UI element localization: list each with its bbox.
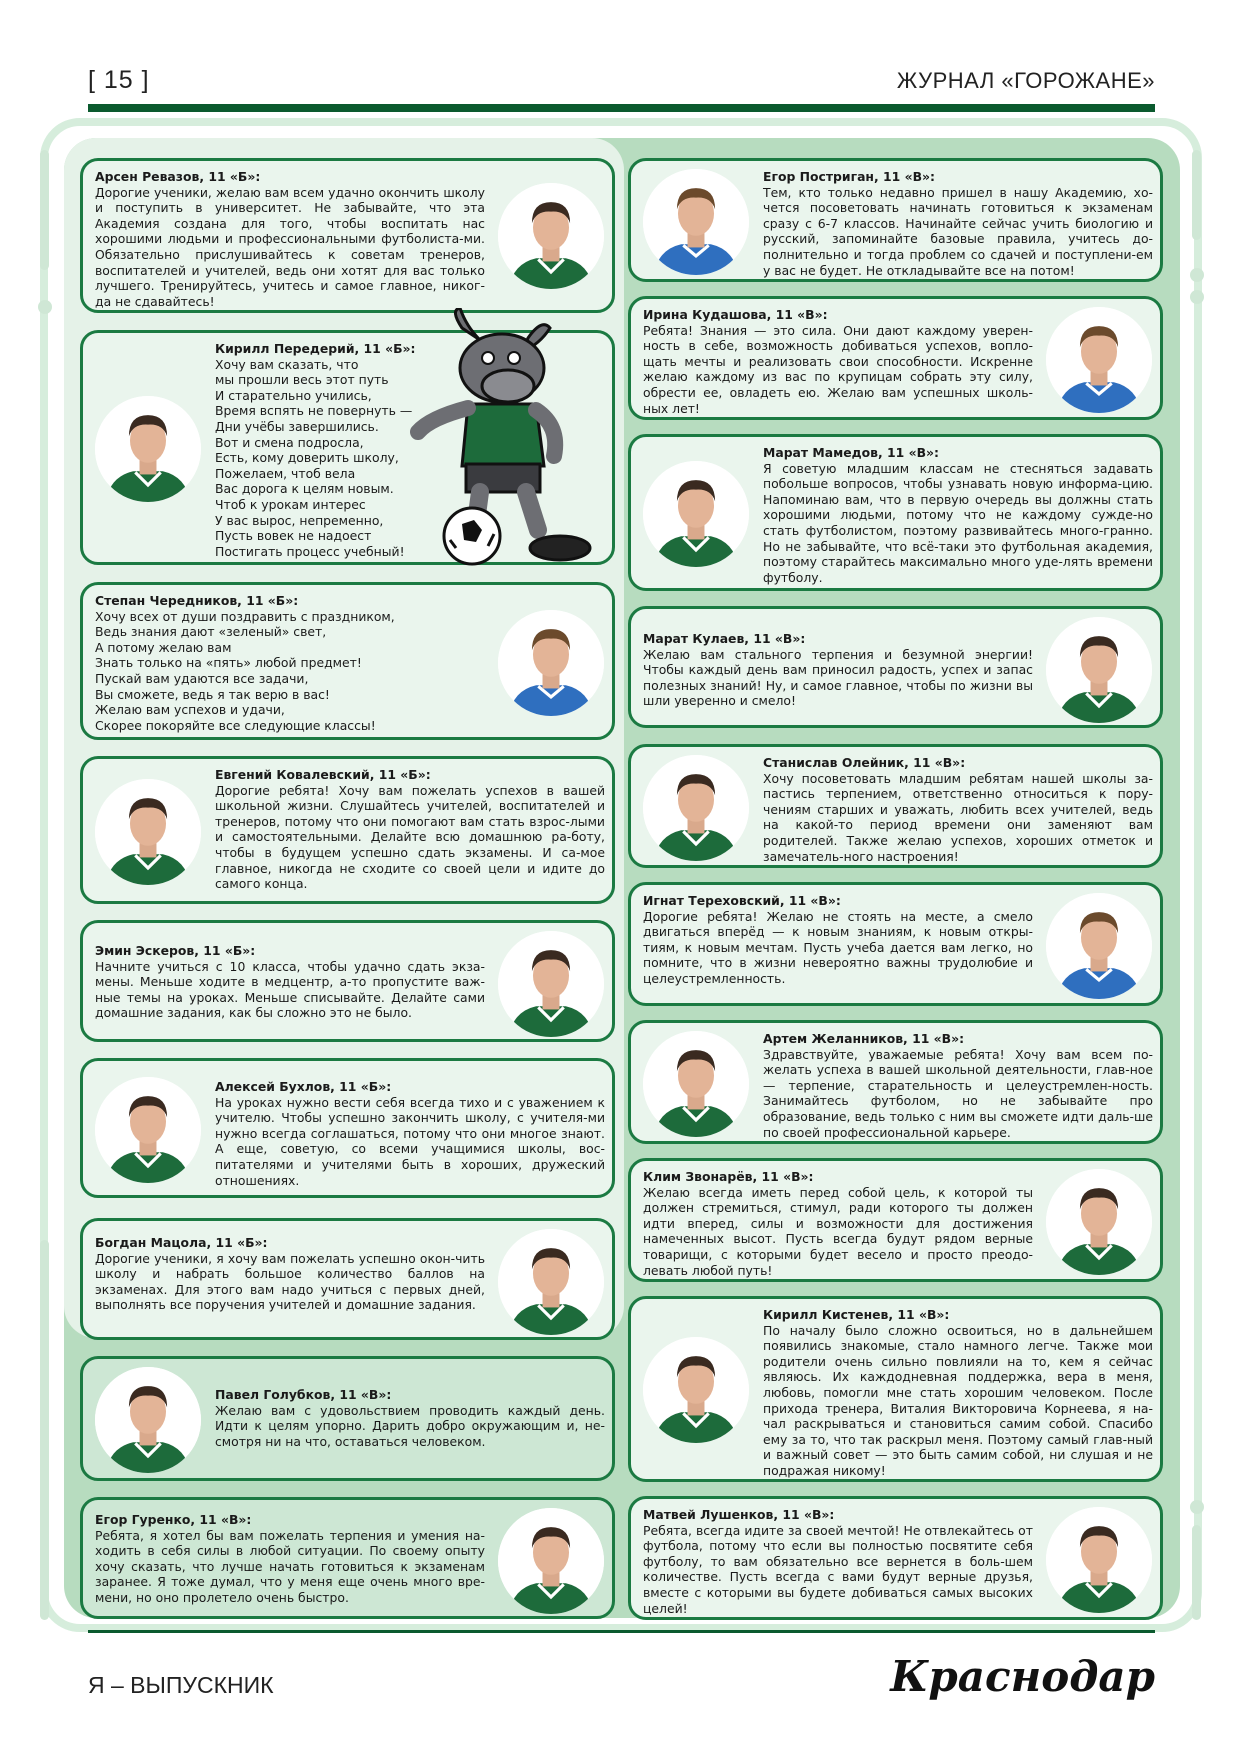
- student-photo: [95, 779, 201, 885]
- poem-line: Пусть вовек не надоест: [215, 528, 372, 544]
- poem-line: Хочу вам сказать, что: [215, 356, 359, 372]
- student-name: Игнат Тереховский, 11 «В»:: [643, 893, 841, 908]
- poem-line: И старательно учились,: [215, 387, 372, 403]
- student-photo: [643, 1337, 749, 1443]
- student-photo: [1046, 893, 1152, 999]
- student-message: Здравствуйте, уважаемые ребята! Хочу вам всем по-желать успеха в вашей школьной деятельности, глав-ное — терпение, старательность и целеустремлен-ность. Занимайтесь футболом, но не забывайте про образование, ведь только с ним вы сможете идти даль-ше по своей профессиональной карьере.: [763, 1046, 1153, 1140]
- student-message: Желаю вам стального терпения и безумной энергии! Чтобы каждый день вам приносил радость, успех и запас полезных знаний! Ну, и самое главное, чтобы по жизни вы шли уверенно и смело!: [643, 646, 1033, 709]
- poem-line: Вас дорога к целям новым.: [215, 481, 394, 497]
- student-photo: [95, 1077, 201, 1183]
- student-name: Эмин Эскеров, 11 «Б»:: [95, 943, 256, 958]
- student-name: Клим Звонарёв, 11 «В»:: [643, 1169, 814, 1184]
- card-aleksey-bukhlov: [80, 1058, 615, 1198]
- student-message: Желаю вам с удовольствием проводить каждый день. Идти к целям упорно. Дарить добро окружающим и, не-смотря ни на что, оставаться человеком.: [215, 1402, 605, 1449]
- poem-line: Чтоб к урокам интерес: [215, 496, 366, 512]
- student-name: Станислав Олейник, 11 «В»:: [763, 755, 966, 770]
- poem-line: У вас вырос, непременно,: [215, 512, 384, 528]
- student-message: Дорогие ученики, желаю вам всем удачно окончить школу и поступить в университет. Не забывайте, что эта Академия создана для того, чтобы воспитать нас хорошими людьми и профессиональными футболиста-ми. Обязательно прислушивайтесь к советам тренеров, воспитателей и учителей, ведь они хотят для вас только лучшего. Тренируйтесь, учитесь и самое главное, никог-да не сдавайтесь!: [95, 184, 485, 309]
- student-message: Желаю всегда иметь перед собой цель, к которой ты должен стремиться, стимул, ради которого ты должен идти вперед, силы и возможности для достижения намеченных высот. Пусть всегда будут рядом верные товарищи, с которыми будет весело и просто преодо-левать любой путь!: [643, 1184, 1033, 1278]
- side-dot-right-2: [1190, 290, 1204, 304]
- card-arsen-revazov: [80, 158, 615, 313]
- student-name: Евгений Ковалевский, 11 «Б»:: [215, 767, 431, 782]
- side-dot-right-3: [1190, 1500, 1204, 1514]
- poem-line: мы прошли весь этот путь: [215, 372, 389, 388]
- student-message: Тем, кто только недавно пришел в нашу Академию, хо-чется посоветовать начинать готовиться к экзаменам сразу с 6-7 классов. Начинайте сейчас учить биологию и русский, запоминайте базовые правила, учитесь до-полнительно и тогда проблем со сдачей и поступлени-ем у вас не будет. Не откладывайте все на потом!: [763, 184, 1153, 278]
- student-name: Кирилл Кистенев, 11 «В»:: [763, 1307, 950, 1322]
- student-name: Матвей Лушенков, 11 «В»:: [643, 1507, 835, 1522]
- student-message: Ребята, всегда идите за своей мечтой! Не отвлекайтесь от футбола, потому что если вы полностью посвятите себя футболу, то вам обязательно все вернется в боль-шем количестве. Пусть всегда с вами будут верные друзья, вместе с которыми вы будете добиваться самых высоких целей!: [643, 1522, 1033, 1616]
- card-ignat-terekhovskiy: [628, 882, 1163, 1006]
- poem-line: Время вспять не повернуть —: [215, 403, 413, 419]
- poem-line: Желаю вам успехов и удачи,: [95, 702, 285, 718]
- student-name: Егор Постриган, 11 «В»:: [763, 169, 935, 184]
- student-message: Я советую младшим классам не стесняться задавать побольше вопросов, чтобы узнавать новую информа-цию. Напоминаю вам, что в первую очередь вы должны стать хорошими людьми, потому что не каждому сужде-но стать футболистом, поэтому развивайтесь много-гранно. Но не забывайте, что всё-таки это футбольная академия, поэтому старайтесь максимально много уде-лять времени футболу.: [763, 460, 1153, 585]
- student-name: Егор Гуренко, 11 «В»:: [95, 1512, 252, 1527]
- student-message: На уроках нужно вести себя всегда тихо и с уважением к учителю. Чтобы успешно закончить школу, с учителя-ми нужно всегда соглашаться, потому что они многое знают. А еще, советую, со всеми учащимися школы, вос-питателями и учителями быть в хороших, дружеский отношениях.: [215, 1094, 605, 1188]
- page-number: [ 15 ]: [88, 66, 150, 94]
- student-photo: [1046, 1169, 1152, 1275]
- student-photo: [643, 755, 749, 861]
- student-name: Арсен Ревазов, 11 «Б»:: [95, 169, 261, 184]
- krasnodar-logo: Краснодар: [890, 1652, 1155, 1701]
- student-photo: [95, 1367, 201, 1473]
- side-bar-right-bottom: [1192, 1525, 1201, 1620]
- card-artem-zhelannikov: [628, 1020, 1163, 1144]
- card-marat-kulaev: [628, 606, 1163, 728]
- student-message: Ребята! Знания — это сила. Они дают каждому уверен-ность в себе, возможность добиваться успехов, вопло-щать мечты и реализовать свои способности. Искренне желаю каждому из вас по крупицам собрать эту силу, обрести ее, овладеть ею. Желаю вам успешных школь-ных лет!: [643, 322, 1033, 416]
- poem-line: Скорее покоряйте все следующие классы!: [95, 717, 376, 733]
- card-stanislav-oleynik: [628, 744, 1163, 868]
- card-pavel-golubkov: [80, 1356, 615, 1481]
- student-message: Хочу посоветовать младшим ребятам нашей школы за-пастись терпением, ответственно относиться к пору-чениям старших и уважать, любить всех учителей, ведь на какой-то период времени они заменяют вам родителей. Также желаю успехов, хороших отметок и замечатель-ного настроения!: [763, 770, 1153, 864]
- student-message: Дорогие ребята! Хочу вам пожелать успехов в вашей школьной жизни. Слушайтесь учителей, воспитателей и тренеров, потому что они помогают вам стать взрос-лыми и самостоятельными. Делайте всю домашнюю ра-боту, чтобы в будущем успешно сдать экзамены. И са-мое главное, никогда не сходите со своей цели и идите до самого конца.: [215, 782, 605, 892]
- side-bar-left-top: [40, 150, 49, 270]
- student-name: Кирилл Передерий, 11 «Б»:: [215, 341, 416, 356]
- side-bar-right-top: [1192, 150, 1201, 240]
- card-marat-mamedov: [628, 434, 1163, 591]
- side-bar-left-bottom: [40, 1240, 49, 1620]
- student-name: Ирина Кудашова, 11 «В»:: [643, 307, 828, 322]
- student-message: Начните учиться с 10 класса, чтобы удачно сдать экза-мены. Меньше ходите в медцентр, а-то пропустите важ-ные темы на уроках. Меньше списывайте. Делайте сами домашние задания, как бы сложно это не было.: [95, 958, 485, 1021]
- student-photo: [498, 183, 604, 289]
- poem-line: Хочу всех от души поздравить с праздником,: [95, 608, 395, 624]
- student-photo: [643, 461, 749, 567]
- student-name: Павел Голубков, 11 «В»:: [215, 1387, 392, 1402]
- student-photo: [643, 1031, 749, 1137]
- student-name: Артем Желанников, 11 «В»:: [763, 1031, 965, 1046]
- student-photo: [643, 169, 749, 275]
- student-name: Марат Мамедов, 11 «В»:: [763, 445, 939, 460]
- student-message: По началу было сложно освоиться, но в дальнейшем появились знакомые, стало намного легче. Также мои родители очень сильно повлияли на то, кем я сейчас являюсь. Их каждодневная поддержка, вера в меня, любовь, помогли мне стать хорошим человеком. После прихода тренера, Виталия Викторовича Корнеева, я на-чал раскрываться и становиться самим собой. Спасибо ему за то, что так раскрыл меня. Поэтому самый глав-ный и важный совет — это быть самим собой, ни слушая и не подражая никому!: [763, 1322, 1153, 1478]
- card-bogdan-matsola: [80, 1218, 615, 1340]
- student-photo: [498, 610, 604, 716]
- card-egor-gurenko: [80, 1497, 615, 1619]
- student-name: Степан Чередников, 11 «Б»:: [95, 593, 299, 608]
- card-kirill-kistenev: [628, 1296, 1163, 1482]
- student-name: Марат Кулаев, 11 «В»:: [643, 631, 806, 646]
- student-photo: [1046, 1507, 1152, 1613]
- student-photo: [498, 931, 604, 1037]
- side-dot-left: [38, 300, 52, 314]
- student-name: Алексей Бухлов, 11 «Б»:: [215, 1079, 392, 1094]
- poem-line: А потому желаю вам: [95, 639, 232, 655]
- bull-mascot-icon: [410, 308, 600, 570]
- card-egor-postrigan: [628, 158, 1163, 282]
- card-evgeniy-kovalevskiy: [80, 756, 615, 904]
- student-photo: [95, 396, 201, 502]
- poem-line: Пускай вам удаются все задачи,: [95, 670, 309, 686]
- student-photo: [1046, 307, 1152, 413]
- side-dot-right-1: [1190, 268, 1204, 282]
- student-photo: [1046, 617, 1152, 723]
- poem-line: Постигать процесс учебный!: [215, 543, 405, 559]
- student-message: Дорогие ученики, я хочу вам пожелать успешно окон-чить школу и набрать большое количество баллов на экзаменах. Для этого вам надо учиться с первых дней, выполнять все поручения учителей и домашние задания.: [95, 1250, 485, 1313]
- student-photo: [498, 1229, 604, 1335]
- poem-line: Есть, кому доверить школу,: [215, 450, 399, 466]
- student-photo: [498, 1508, 604, 1614]
- card-stepan-cherednikov: [80, 582, 615, 740]
- footer-rule: [88, 1630, 1155, 1633]
- poem-line: Дни учёбы завершились.: [215, 418, 379, 434]
- card-emin-eskerov: [80, 920, 615, 1042]
- card-klim-zvonarev: [628, 1158, 1163, 1282]
- poem-line: Ведь знания дают «зеленый» свет,: [95, 624, 327, 640]
- card-irina-kudashova: [628, 296, 1163, 420]
- header-rule: [88, 104, 1155, 112]
- student-message: Ребята, я хотел бы вам пожелать терпения и умения на-ходить в себя силы в любой ситуации. По своему опыту хочу сказать, что лучше начать готовиться к экзаменам заранее. Я тоже думал, что у меня еще очень много вре-мени, но оно пролетело очень быстро.: [95, 1527, 485, 1605]
- poem-line: Пожелаем, чтоб вела: [215, 465, 356, 481]
- student-message: Дорогие ребята! Желаю не стоять на месте, а смело двигаться вперёд — к новым знаниям, к новым откры-тиям, к новым мечтам. Пусть учеба дается вам легко, но помните, что в жизни невероятно важны трудолюбие и целеустремленность.: [643, 908, 1033, 986]
- card-matvey-lushenkov: [628, 1496, 1163, 1620]
- poem-line: Вы сможете, ведь я так верю в вас!: [95, 686, 330, 702]
- magazine-title: ЖУРНАЛ «ГОРОЖАНЕ»: [896, 68, 1155, 93]
- poem-line: Вот и смена подросла,: [215, 434, 364, 450]
- section-title: Я – ВЫПУСКНИК: [88, 1672, 274, 1698]
- poem-line: Знать только на «пять» любой предмет!: [95, 655, 362, 671]
- student-name: Богдан Мацола, 11 «Б»:: [95, 1235, 268, 1250]
